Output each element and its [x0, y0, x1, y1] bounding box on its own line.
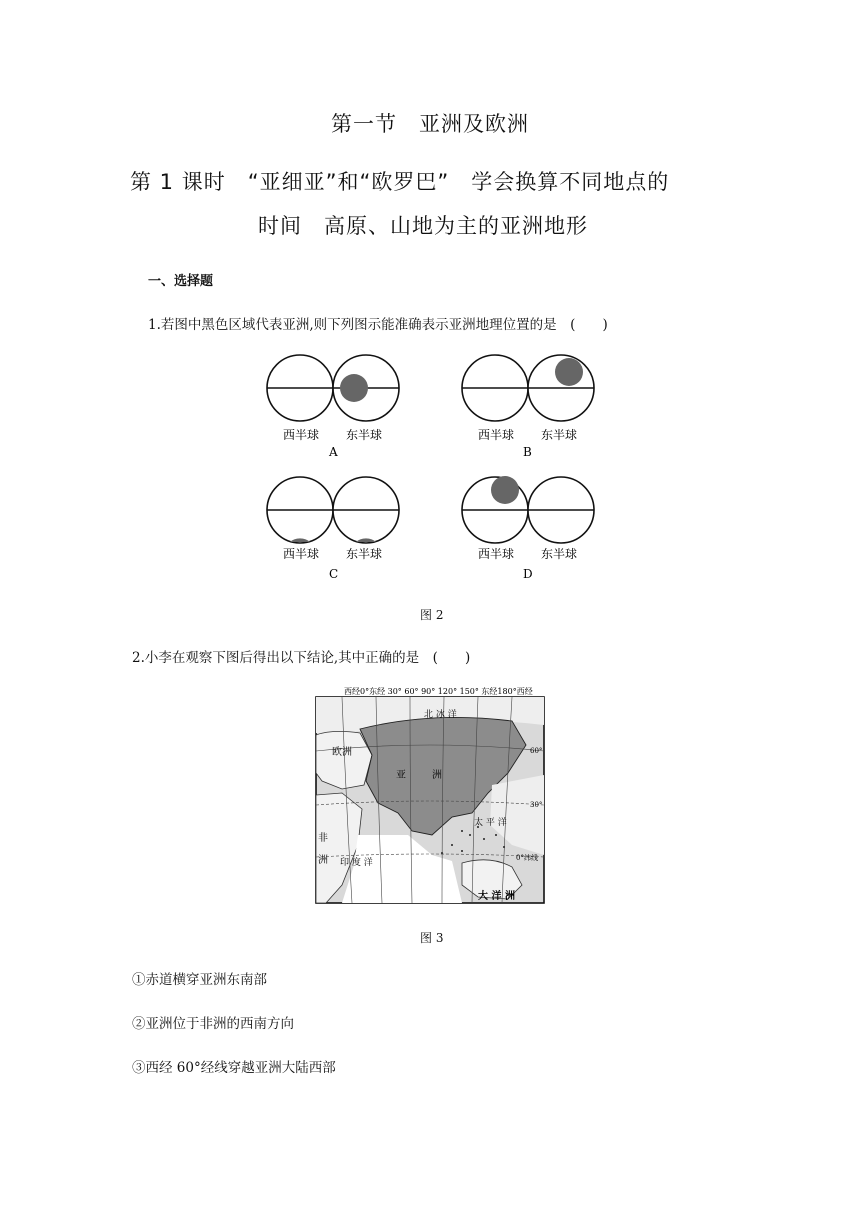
option-d-label: D: [523, 567, 533, 581]
map-lat-0-label: 0°纬线: [516, 854, 538, 862]
map-asia-label-2: 洲: [432, 770, 442, 781]
question-1-text: 1.若图中黑色区域代表亚洲,则下列图示能准确表示亚洲地理位置的是 ( ): [148, 317, 608, 333]
option-b-label: B: [523, 445, 532, 459]
asia-map: [312, 685, 548, 907]
map-pacific-label: 太 平 洋: [474, 818, 507, 828]
hemisphere-figure: [250, 348, 610, 588]
lesson-title-line2: 时间 高原、山地为主的亚洲地形: [258, 214, 588, 238]
map-arctic-label: 北 冰 洋: [424, 710, 457, 720]
map-asia-label-1: 亚: [396, 770, 406, 781]
option-b-diagram: [462, 355, 594, 459]
statement-2: ②亚洲位于非洲的西南方向: [132, 1016, 294, 1032]
statement-3: ③西经 60°经线穿越亚洲大陆西部: [132, 1060, 336, 1076]
figure-2-caption: 图 2: [420, 608, 444, 622]
section-heading: 一、选择题: [148, 274, 214, 289]
option-d-diagram: [462, 476, 594, 581]
map-lat-60-label: 60°: [530, 747, 543, 755]
page-title: 第一节 亚洲及欧洲: [331, 112, 529, 136]
option-b-east-label: 东半球: [541, 428, 578, 442]
map-europe-label: 欧洲: [332, 747, 352, 758]
map-africa-label-2: 洲: [318, 855, 328, 866]
option-c-west-label: 西半球: [283, 547, 320, 561]
map-oceania-label: 大 洋 洲: [478, 891, 515, 902]
option-a-west-label: 西半球: [283, 428, 320, 442]
option-a-diagram: [267, 355, 399, 459]
map-indian-label: 印 度 洋: [340, 858, 373, 868]
option-d-east-label: 东半球: [541, 547, 578, 561]
map-longitude-scale: 西经0°东经 30° 60° 90° 120° 150° 东经180°西经: [344, 687, 533, 696]
lesson-title-line1: 第 1 课时 “亚细亚”和“欧罗巴” 学会换算不同地点的: [130, 170, 670, 194]
option-c-label: C: [329, 567, 339, 581]
map-africa-label-1: 非: [318, 833, 328, 844]
figure-3-caption: 图 3: [420, 931, 444, 945]
option-b-west-label: 西半球: [478, 428, 515, 442]
option-a-east-label: 东半球: [346, 428, 383, 442]
statement-1: ①赤道横穿亚洲东南部: [132, 972, 267, 988]
question-2-text: 2.小李在观察下图后得出以下结论,其中正确的是 ( ): [132, 650, 471, 666]
option-c-diagram: [267, 477, 399, 581]
option-a-label: A: [329, 445, 338, 459]
option-d-west-label: 西半球: [478, 547, 515, 561]
option-c-east-label: 东半球: [346, 547, 383, 561]
map-lat-30-label: 30°: [530, 801, 543, 809]
